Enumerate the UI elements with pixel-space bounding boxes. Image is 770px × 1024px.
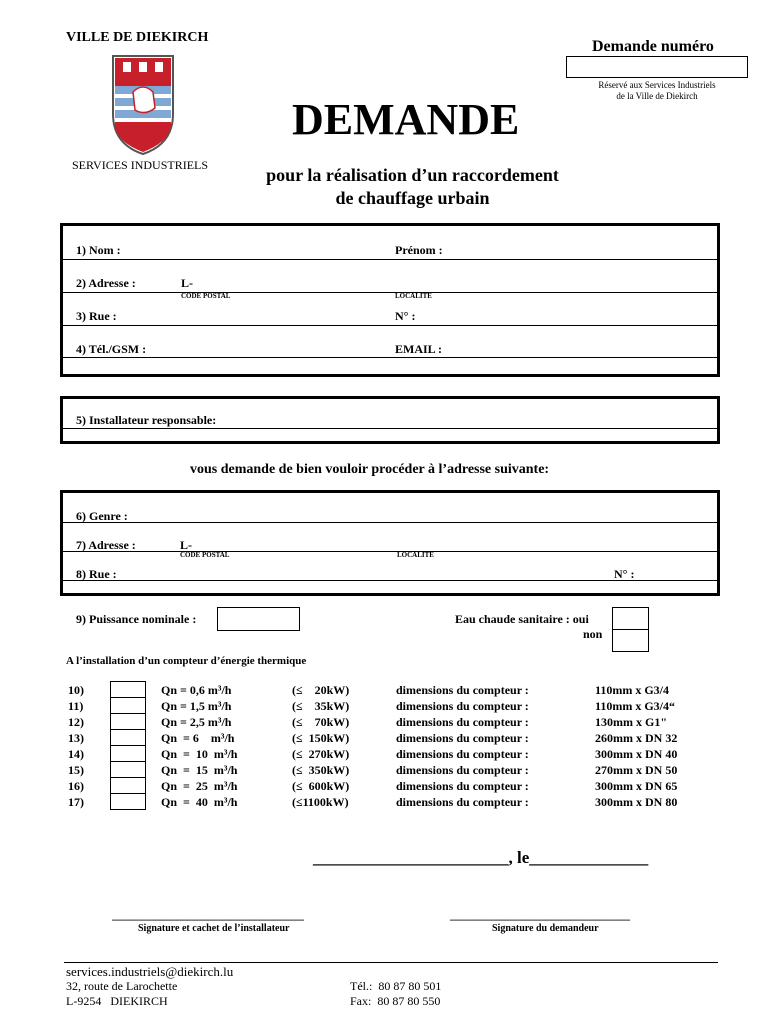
numero-label: N° : bbox=[395, 309, 416, 323]
rue-label: 3) Rue : bbox=[76, 309, 117, 323]
department-name: SERVICES INDUSTRIELS bbox=[72, 158, 209, 172]
flow-rate: Qn = 0,6 m³/h bbox=[161, 683, 232, 697]
applicant-section bbox=[60, 223, 720, 377]
document-title: DEMANDE bbox=[292, 95, 520, 144]
row-divider bbox=[63, 357, 717, 358]
coat-of-arms-logo bbox=[105, 52, 181, 156]
option-number: 17) bbox=[68, 795, 84, 809]
meter-option-checkbox[interactable] bbox=[110, 729, 146, 746]
hot-water-no-checkbox[interactable] bbox=[612, 629, 649, 652]
request-sentence: vous demande de bien vouloir procéder à l’adresse suivante: bbox=[190, 462, 550, 477]
adresse-label: 2) Adresse : bbox=[76, 276, 136, 290]
footer-email: services.industriels@diekirch.lu bbox=[66, 964, 234, 979]
row-divider bbox=[63, 259, 717, 260]
dimension-label: dimensions du compteur : bbox=[396, 731, 529, 745]
prenom-label: Prénom : bbox=[395, 243, 443, 257]
meter-option-checkbox[interactable] bbox=[110, 761, 146, 778]
dimension-label: dimensions du compteur : bbox=[396, 795, 529, 809]
dimension-label: dimensions du compteur : bbox=[396, 747, 529, 761]
meter-size: 300mm x DN 80 bbox=[595, 795, 678, 809]
meter-option-checkbox[interactable] bbox=[110, 745, 146, 762]
meter-size: 110mm x G3/4“ bbox=[595, 699, 675, 713]
applicant-signature-caption: Signature du demandeur bbox=[492, 923, 599, 934]
option-number: 14) bbox=[68, 747, 84, 761]
power-range: (≤ 70kW) bbox=[292, 715, 350, 729]
hot-water-yes-checkbox[interactable] bbox=[612, 607, 649, 630]
dimension-label: dimensions du compteur : bbox=[396, 715, 529, 729]
meter-size: 260mm x DN 32 bbox=[595, 731, 678, 745]
installer-signature-line[interactable]: ________________________________ bbox=[112, 908, 304, 922]
reserved-note bbox=[567, 80, 747, 102]
code-postal-caption: CODE POSTAL bbox=[181, 292, 231, 300]
row-divider bbox=[63, 325, 717, 326]
meter-option-checkbox[interactable] bbox=[110, 793, 146, 810]
row-divider bbox=[63, 428, 717, 429]
meter-size: 110mm x G3/4 bbox=[595, 683, 669, 697]
option-number: 11) bbox=[68, 699, 84, 713]
flow-rate: Qn = 10 m³/h bbox=[161, 747, 238, 761]
meter-option-checkbox[interactable] bbox=[110, 777, 146, 794]
meter-option-checkbox[interactable] bbox=[110, 681, 146, 698]
row-divider bbox=[63, 292, 717, 293]
flow-rate: Qn = 2,5 m³/h bbox=[161, 715, 232, 729]
meter-option-checkbox[interactable] bbox=[110, 713, 146, 730]
dimension-label: dimensions du compteur : bbox=[396, 763, 529, 777]
footer-tel: Tél.: 80 87 80 501 bbox=[350, 979, 442, 993]
option-number: 12) bbox=[68, 715, 84, 729]
dimension-label: dimensions du compteur : bbox=[396, 699, 529, 713]
meter-size: 300mm x DN 65 bbox=[595, 779, 678, 793]
localite-caption: LOCALITE bbox=[395, 292, 432, 300]
flow-rate: Qn = 25 m³/h bbox=[161, 779, 238, 793]
subtitle-line: de chauffage urbain bbox=[335, 188, 490, 208]
request-number-label: Demande numéro bbox=[592, 38, 714, 55]
meter-size: 300mm x DN 40 bbox=[595, 747, 678, 761]
footer-street: 32, route de Larochette bbox=[66, 979, 178, 993]
footer-fax: Fax: 80 87 80 550 bbox=[350, 994, 441, 1008]
power-input[interactable] bbox=[217, 607, 300, 631]
reserved-note-line: Réservé aux Services Industriels bbox=[598, 80, 716, 90]
dimension-label: dimensions du compteur : bbox=[396, 779, 529, 793]
row-divider bbox=[63, 551, 717, 552]
meter-option-checkbox[interactable] bbox=[110, 697, 146, 714]
power-range: (≤ 150kW) bbox=[292, 731, 350, 745]
hot-water-label: Eau chaude sanitaire : oui bbox=[455, 612, 589, 626]
tel-label: 4) Tél./GSM : bbox=[76, 342, 147, 356]
power-range: (≤ 35kW) bbox=[292, 699, 350, 713]
adresse-prefix: L- bbox=[181, 276, 193, 290]
option-number: 16) bbox=[68, 779, 84, 793]
flow-rate: Qn = 6 m³/h bbox=[161, 731, 235, 745]
installer-label: 5) Installateur responsable: bbox=[76, 413, 217, 427]
option-number: 15) bbox=[68, 763, 84, 777]
meter-size: 270mm x DN 50 bbox=[595, 763, 678, 777]
reserved-note-line: de la Ville de Diekirch bbox=[616, 91, 698, 101]
option-number: 10) bbox=[68, 683, 84, 697]
date-place-line[interactable]: _______________________, le______________ bbox=[313, 848, 649, 867]
option-number: 13) bbox=[68, 731, 84, 745]
site-numero-label: N° : bbox=[614, 567, 635, 581]
applicant-signature-line[interactable]: ______________________________ bbox=[450, 908, 630, 922]
power-range: (≤ 270kW) bbox=[292, 747, 350, 761]
site-rue-label: 8) Rue : bbox=[76, 567, 117, 581]
email-label: EMAIL : bbox=[395, 342, 443, 356]
power-range: (≤ 350kW) bbox=[292, 763, 350, 777]
nom-label: 1) Nom : bbox=[76, 243, 121, 257]
flow-rate: Qn = 15 m³/h bbox=[161, 763, 238, 777]
request-number-field[interactable] bbox=[566, 56, 748, 78]
meter-heading: A l’installation d’un compteur d’énergie thermique bbox=[66, 655, 307, 667]
flow-rate: Qn = 40 m³/h bbox=[161, 795, 238, 809]
power-range: (≤ 600kW) bbox=[292, 779, 350, 793]
flow-rate: Qn = 1,5 m³/h bbox=[161, 699, 232, 713]
power-label: 9) Puissance nominale : bbox=[76, 612, 197, 626]
dimension-label: dimensions du compteur : bbox=[396, 683, 529, 697]
site-code-postal-caption: CODE POSTAL bbox=[180, 551, 230, 559]
subtitle-line: pour la réalisation d’un raccordement bbox=[266, 165, 559, 185]
power-range: (≤1100kW) bbox=[292, 795, 349, 809]
meter-size: 130mm x G1" bbox=[595, 715, 667, 729]
town-name: VILLE DE DIEKIRCH bbox=[66, 30, 209, 45]
site-localite-caption: LOCALITE bbox=[397, 551, 434, 559]
genre-label: 6) Genre : bbox=[76, 509, 128, 523]
footer-city: L-9254 DIEKIRCH bbox=[66, 994, 168, 1008]
site-adresse-label: 7) Adresse : bbox=[76, 538, 136, 552]
footer-divider bbox=[64, 962, 718, 963]
installer-signature-caption: Signature et cachet de l’installateur bbox=[138, 923, 290, 934]
power-range: (≤ 20kW) bbox=[292, 683, 350, 697]
document-subtitle bbox=[200, 164, 625, 210]
hot-water-no-label: non bbox=[583, 627, 603, 641]
row-divider bbox=[63, 522, 717, 523]
site-adresse-prefix: L- bbox=[180, 538, 192, 552]
